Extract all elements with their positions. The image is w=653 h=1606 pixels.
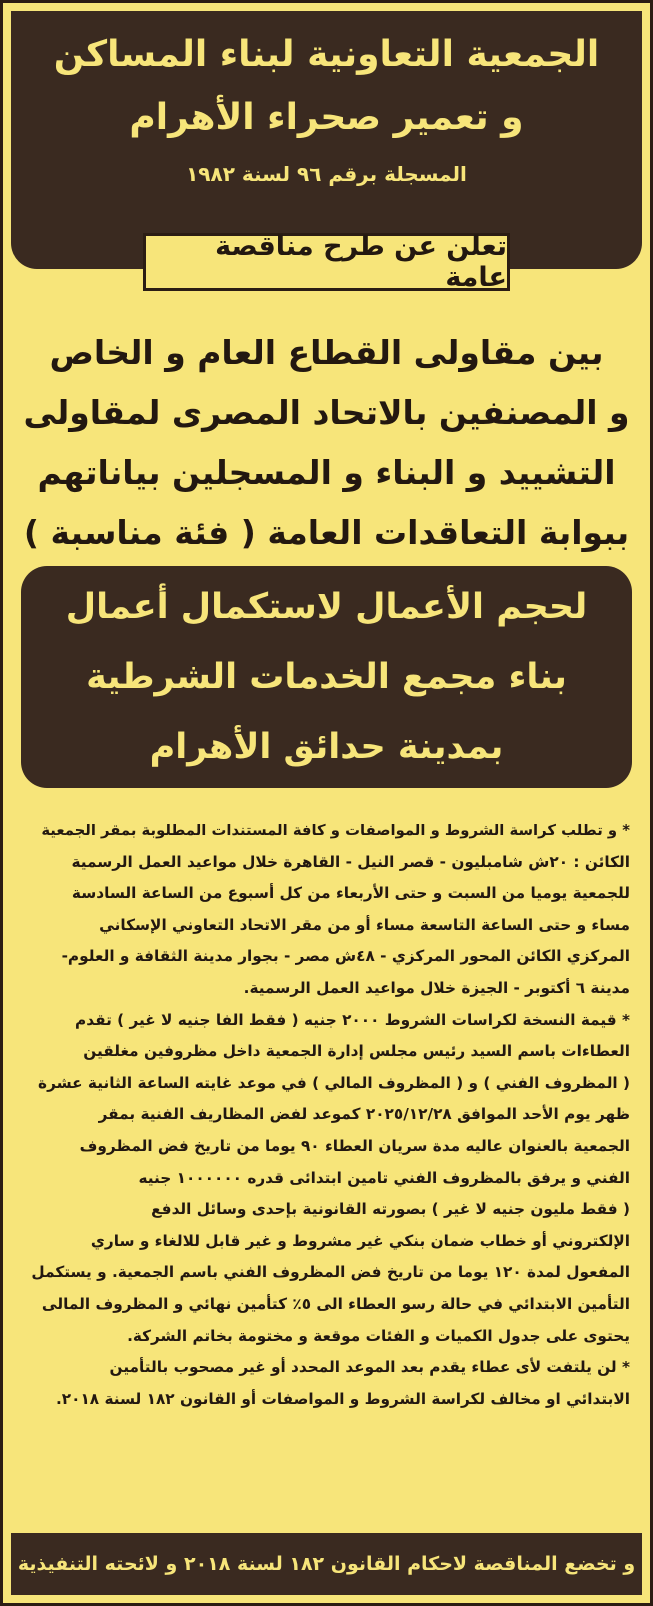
intro-line: ببوابة التعاقدات العامة ( فئة مناسبة ) (23, 513, 630, 552)
intro-line: بين مقاولى القطاع العام و الخاص (49, 333, 604, 372)
project-line: بمدينة حدائق الأهرام (149, 727, 504, 767)
project-line: بناء مجمع الخدمات الشرطية (86, 657, 567, 697)
terms-line: الابتدائي او مخالف لكراسة الشروط و المواصفات أو القانون ١٨٢ لسنة ٢٠١٨. (55, 1389, 630, 1408)
terms-line: * و تطلب كراسة الشروط و المواصفات و كافة المستندات المطلوبة بمقر الجمعية (41, 822, 630, 839)
terms-line: للجمعية يوميا من السبت و حتى الأربعاء من كل أسبوع من الساعة السادسة (71, 884, 630, 903)
terms-line: * لن يلتفت لأى عطاء يقدم بعد الموعد المحدد أو غير مصحوب بالتأمين (109, 1358, 630, 1377)
terms-line: ( فقط مليون جنيه لا غير ) بصورته القانونية بإحدى وسائل الدفع (151, 1200, 630, 1219)
terms-line: ( المظروف الفني ) و ( المظروف المالي ) في موعد غايته الساعة الثانية عشرة (38, 1073, 630, 1092)
terms-line: العطاءات باسم السيد رئيس مجلس إدارة الجمعية داخل مظروفين مغلقين (83, 1042, 630, 1061)
intro-text (21, 323, 632, 563)
terms-line: الإلكتروني أو خطاب ضمان بنكي غير مشروط و غير قابل للالغاء و ساري (90, 1231, 630, 1250)
terms-line: يحتوى على جدول الكميات و الفئات موقعة و مختومة بخاتم الشركة. (127, 1326, 630, 1345)
terms-line: الجمعية بالعنوان عاليه مدة سريان العطاء ٩٠ يوما من تاريخ فض المظروف (79, 1136, 630, 1155)
project-line: لحجم الأعمال لاستكمال أعمال (65, 587, 588, 627)
organization-name-line2: و تعمير صحراء الأهرام (129, 97, 524, 138)
terms-line: * قيمة النسخة لكراسات الشروط ٢٠٠٠ جنيه ( فقط الفا جنيه لا غير ) تقدم (75, 1010, 630, 1029)
intro-line: و المصنفين بالاتحاد المصرى لمقاولى (23, 393, 630, 432)
organization-name-line1: الجمعية التعاونية لبناء المساكن (53, 34, 600, 75)
project-panel (21, 566, 632, 788)
terms-line: مدينة ٦ أكتوبر - الجيزة خلال مواعيد العمل الرسمية. (243, 978, 630, 997)
terms-line: المفعول لمدة ١٢٠ يوما من تاريخ فض المظروف الفني باسم الجمعية. و يستكمل (31, 1263, 630, 1282)
terms-body (25, 815, 630, 1415)
terms-line: ظهر يوم الأحد الموافق ٢٠٢٥/١٢/٢٨ كموعد لفض المظاريف الفنية بمقر (98, 1105, 630, 1124)
intro-line: التشييد و البناء و المسجلين بياناتهم (37, 453, 616, 492)
terms-line: التأمين الابتدائي في حالة رسو العطاء الى ٥٪ كتأمين نهائي و المظروف المالى (41, 1294, 630, 1313)
footer-panel: و تخضع المناقصة لاحكام القانون ١٨٢ لسنة ٢٠١٨ و لائحته التنفيذية (11, 1533, 642, 1595)
registration-number: المسجلة برقم ٩٦ لسنة ١٩٨٢ (186, 162, 467, 186)
terms-line: مساء و حتى الساعة التاسعة مساء أو من مقر الاتحاد التعاوني الإسكاني (99, 915, 630, 934)
announcement-box: تعلن عن طرح مناقصة عامة (143, 233, 510, 291)
terms-line: الكائن : ٢٠ش شامبليون - قصر النيل - القاهرة خلال مواعيد العمل الرسمية (71, 852, 630, 871)
terms-line: المركزي الكائن المحور المركزي - ٤٨ش مصر - بجوار مدينة الثقافة و العلوم- (61, 947, 630, 966)
terms-line: الفني و يرفق بالمظروف الفني تامين ابتدائى قدره ١٠٠٠٠٠٠ جنيه (138, 1168, 630, 1187)
